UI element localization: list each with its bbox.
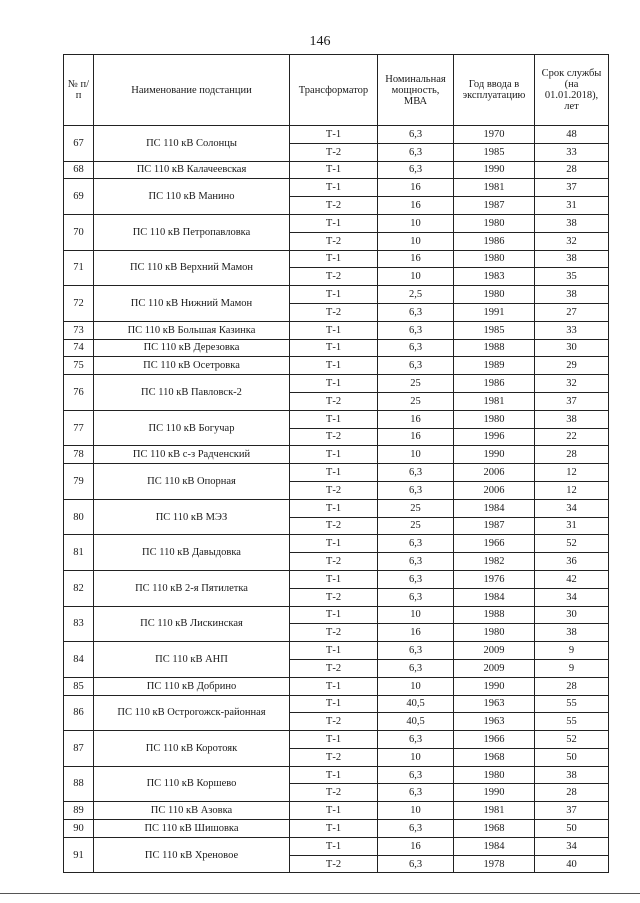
table-row [64,250,609,268]
service-life-cell: 52 [535,731,609,749]
table-row [64,286,609,304]
power-cell: 16 [378,624,454,642]
year-cell: 1980 [454,624,535,642]
substation-name: ПС 110 кВ Опорная [94,464,290,500]
year-cell: 2009 [454,642,535,660]
year-cell: 1991 [454,303,535,321]
header-service-life: Срок службы (на 01.01.2018), лет [535,55,609,126]
header-transformer: Трансформатор [290,55,378,126]
service-life-cell: 55 [535,713,609,731]
service-life-cell: 28 [535,446,609,464]
service-life-cell: 29 [535,357,609,375]
transformer-cell: Т-2 [290,659,378,677]
power-cell: 10 [378,748,454,766]
year-cell: 1990 [454,446,535,464]
substation-number: 85 [64,677,94,695]
transformer-cell: Т-1 [290,126,378,144]
power-cell: 6,3 [378,321,454,339]
page-bottom-rule [0,893,640,894]
page-number: 146 [309,34,331,49]
table-row [64,695,609,713]
power-cell: 10 [378,214,454,232]
power-cell: 25 [378,392,454,410]
table-row [64,766,609,784]
service-life-cell: 55 [535,695,609,713]
transformer-cell: Т-1 [290,731,378,749]
transformer-cell: Т-2 [290,588,378,606]
power-cell: 25 [378,499,454,517]
service-life-cell: 52 [535,535,609,553]
service-life-cell: 38 [535,624,609,642]
service-life-cell: 38 [535,214,609,232]
header-name: Наименование подстанции [94,55,290,126]
transformer-cell: Т-1 [290,802,378,820]
substation-name: ПС 110 кВ Хреновое [94,837,290,873]
year-cell: 1966 [454,731,535,749]
power-cell: 6,3 [378,535,454,553]
transformer-cell: Т-1 [290,766,378,784]
transformer-cell: Т-1 [290,606,378,624]
substation-name: ПС 110 кВ с-з Радченский [94,446,290,464]
year-cell: 1987 [454,197,535,215]
substation-number: 91 [64,837,94,873]
transformer-cell: Т-2 [290,268,378,286]
table-row [64,214,609,232]
service-life-cell: 42 [535,570,609,588]
service-life-cell: 27 [535,303,609,321]
substation-name: ПС 110 кВ Осетровка [94,357,290,375]
table-row [64,161,609,179]
table-row [64,126,609,144]
power-cell: 10 [378,232,454,250]
power-cell: 6,3 [378,464,454,482]
table-row [64,446,609,464]
year-cell: 1988 [454,339,535,357]
substation-name: ПС 110 кВ Богучар [94,410,290,446]
service-life-cell: 31 [535,197,609,215]
substation-name: ПС 110 кВ Нижний Мамон [94,286,290,322]
table-row [64,357,609,375]
year-cell: 1981 [454,392,535,410]
substation-number: 78 [64,446,94,464]
substation-name: ПС 110 кВ Коршево [94,766,290,802]
service-life-cell: 30 [535,339,609,357]
substation-name: ПС 110 кВ МЭЗ [94,499,290,535]
power-cell: 6,3 [378,820,454,838]
year-cell: 1990 [454,677,535,695]
year-cell: 1990 [454,161,535,179]
transformer-cell: Т-2 [290,713,378,731]
substation-number: 88 [64,766,94,802]
substation-name: ПС 110 кВ Манино [94,179,290,215]
transformer-cell: Т-2 [290,303,378,321]
year-cell: 1990 [454,784,535,802]
year-cell: 1984 [454,837,535,855]
table-row [64,802,609,820]
power-cell: 25 [378,517,454,535]
year-cell: 1976 [454,570,535,588]
table-row [64,321,609,339]
year-cell: 1986 [454,232,535,250]
substation-number: 79 [64,464,94,500]
header-year: Год ввода в эксплуатацию [454,55,535,126]
table-row [64,820,609,838]
service-life-cell: 28 [535,677,609,695]
power-cell: 10 [378,268,454,286]
year-cell: 1980 [454,766,535,784]
table-row [64,499,609,517]
power-cell: 10 [378,802,454,820]
power-cell: 40,5 [378,713,454,731]
substation-number: 80 [64,499,94,535]
table-header [64,55,609,126]
service-life-cell: 36 [535,553,609,571]
power-cell: 6,3 [378,659,454,677]
transformer-cell: Т-1 [290,410,378,428]
substation-number: 84 [64,642,94,678]
transformer-cell: Т-1 [290,446,378,464]
year-cell: 1985 [454,143,535,161]
transformer-cell: Т-1 [290,570,378,588]
table-row [64,570,609,588]
power-cell: 6,3 [378,357,454,375]
year-cell: 1985 [454,321,535,339]
year-cell: 1966 [454,535,535,553]
service-life-cell: 50 [535,820,609,838]
service-life-cell: 40 [535,855,609,873]
header-power: Номинальная мощность, МВА [378,55,454,126]
year-cell: 1968 [454,820,535,838]
power-cell: 6,3 [378,570,454,588]
year-cell: 1996 [454,428,535,446]
transformer-cell: Т-2 [290,553,378,571]
table-row [64,410,609,428]
power-cell: 16 [378,428,454,446]
transformer-cell: Т-1 [290,642,378,660]
service-life-cell: 31 [535,517,609,535]
transformer-cell: Т-2 [290,232,378,250]
service-life-cell: 34 [535,837,609,855]
transformer-cell: Т-1 [290,375,378,393]
table-body [64,126,609,873]
transformer-cell: Т-1 [290,535,378,553]
year-cell: 1980 [454,250,535,268]
table-row [64,606,609,624]
service-life-cell: 12 [535,481,609,499]
table-row [64,179,609,197]
year-cell: 1984 [454,588,535,606]
service-life-cell: 38 [535,410,609,428]
service-life-cell: 9 [535,642,609,660]
transformer-cell: Т-1 [290,214,378,232]
table-row [64,837,609,855]
transformer-cell: Т-2 [290,197,378,215]
transformer-cell: Т-2 [290,855,378,873]
transformer-cell: Т-1 [290,321,378,339]
year-cell: 1980 [454,286,535,304]
year-cell: 1963 [454,695,535,713]
power-cell: 6,3 [378,784,454,802]
substation-number: 69 [64,179,94,215]
service-life-cell: 38 [535,766,609,784]
transformer-cell: Т-1 [290,464,378,482]
year-cell: 1984 [454,499,535,517]
service-life-cell: 33 [535,143,609,161]
substation-number: 74 [64,339,94,357]
substation-number: 70 [64,214,94,250]
year-cell: 1986 [454,375,535,393]
substation-name: ПС 110 кВ Большая Казинка [94,321,290,339]
power-cell: 6,3 [378,766,454,784]
substation-name: ПС 110 кВ Лискинская [94,606,290,642]
substation-name: ПС 110 кВ 2-я Пятилетка [94,570,290,606]
power-cell: 10 [378,677,454,695]
transformer-cell: Т-1 [290,837,378,855]
year-cell: 1987 [454,517,535,535]
service-life-cell: 28 [535,784,609,802]
year-cell: 2009 [454,659,535,677]
power-cell: 6,3 [378,143,454,161]
substation-table [63,54,609,873]
substation-name: ПС 110 кВ Давыдовка [94,535,290,571]
substation-number: 75 [64,357,94,375]
substation-name: ПС 110 кВ Острогожск-районная [94,695,290,731]
substation-number: 73 [64,321,94,339]
service-life-cell: 50 [535,748,609,766]
year-cell: 1970 [454,126,535,144]
transformer-cell: Т-1 [290,339,378,357]
substation-name: ПС 110 кВ Азовка [94,802,290,820]
year-cell: 1988 [454,606,535,624]
transformer-cell: Т-1 [290,677,378,695]
year-cell: 1981 [454,802,535,820]
service-life-cell: 35 [535,268,609,286]
year-cell: 1980 [454,214,535,232]
transformer-cell: Т-2 [290,784,378,802]
substation-number: 89 [64,802,94,820]
power-cell: 6,3 [378,588,454,606]
table-row [64,535,609,553]
substation-name: ПС 110 кВ Дерезовка [94,339,290,357]
year-cell: 2006 [454,481,535,499]
power-cell: 6,3 [378,161,454,179]
table-row [64,642,609,660]
substation-number: 81 [64,535,94,571]
year-cell: 1963 [454,713,535,731]
year-cell: 1978 [454,855,535,873]
year-cell: 2006 [454,464,535,482]
service-life-cell: 32 [535,232,609,250]
substation-number: 90 [64,820,94,838]
transformer-cell: Т-1 [290,161,378,179]
substation-number: 77 [64,410,94,446]
table-row [64,464,609,482]
transformer-cell: Т-2 [290,481,378,499]
service-life-cell: 9 [535,659,609,677]
power-cell: 16 [378,179,454,197]
year-cell: 1968 [454,748,535,766]
substation-number: 72 [64,286,94,322]
substation-number: 87 [64,731,94,767]
power-cell: 16 [378,197,454,215]
power-cell: 6,3 [378,553,454,571]
service-life-cell: 37 [535,179,609,197]
service-life-cell: 38 [535,286,609,304]
substation-name: ПС 110 кВ Калачеевская [94,161,290,179]
year-cell: 1989 [454,357,535,375]
year-cell: 1981 [454,179,535,197]
service-life-cell: 30 [535,606,609,624]
substation-number: 83 [64,606,94,642]
transformer-cell: Т-1 [290,357,378,375]
power-cell: 2,5 [378,286,454,304]
table-row [64,677,609,695]
transformer-cell: Т-1 [290,695,378,713]
service-life-cell: 34 [535,588,609,606]
service-life-cell: 48 [535,126,609,144]
substation-number: 82 [64,570,94,606]
transformer-cell: Т-2 [290,748,378,766]
year-cell: 1980 [454,410,535,428]
table-row [64,375,609,393]
service-life-cell: 38 [535,250,609,268]
table-row [64,731,609,749]
transformer-cell: Т-2 [290,517,378,535]
substation-name: ПС 110 кВ Коротояк [94,731,290,767]
service-life-cell: 28 [535,161,609,179]
substation-number: 68 [64,161,94,179]
substation-number: 67 [64,126,94,162]
transformer-cell: Т-1 [290,179,378,197]
transformer-cell: Т-1 [290,820,378,838]
power-cell: 6,3 [378,481,454,499]
substation-name: ПС 110 кВ Шишовка [94,820,290,838]
power-cell: 16 [378,837,454,855]
transformer-cell: Т-2 [290,624,378,642]
power-cell: 10 [378,446,454,464]
power-cell: 6,3 [378,731,454,749]
service-life-cell: 34 [535,499,609,517]
transformer-cell: Т-1 [290,286,378,304]
power-cell: 40,5 [378,695,454,713]
transformer-cell: Т-2 [290,428,378,446]
power-cell: 6,3 [378,126,454,144]
substation-number: 76 [64,375,94,411]
power-cell: 10 [378,606,454,624]
power-cell: 25 [378,375,454,393]
year-cell: 1983 [454,268,535,286]
substation-name: ПС 110 кВ АНП [94,642,290,678]
substation-name: ПС 110 кВ Павловск-2 [94,375,290,411]
substation-name: ПС 110 кВ Добрино [94,677,290,695]
transformer-cell: Т-1 [290,250,378,268]
year-cell: 1982 [454,553,535,571]
transformer-cell: Т-1 [290,499,378,517]
service-life-cell: 32 [535,375,609,393]
power-cell: 6,3 [378,642,454,660]
substation-number: 71 [64,250,94,286]
service-life-cell: 12 [535,464,609,482]
service-life-cell: 22 [535,428,609,446]
header-num: № п/п [64,55,94,126]
power-cell: 16 [378,410,454,428]
service-life-cell: 33 [535,321,609,339]
power-cell: 6,3 [378,339,454,357]
substation-name: ПС 110 кВ Солонцы [94,126,290,162]
substation-name: ПС 110 кВ Верхний Мамон [94,250,290,286]
power-cell: 16 [378,250,454,268]
table-row [64,339,609,357]
substation-name: ПС 110 кВ Петропавловка [94,214,290,250]
substation-number: 86 [64,695,94,731]
power-cell: 6,3 [378,855,454,873]
transformer-cell: Т-2 [290,392,378,410]
transformer-cell: Т-2 [290,143,378,161]
service-life-cell: 37 [535,392,609,410]
power-cell: 6,3 [378,303,454,321]
service-life-cell: 37 [535,802,609,820]
